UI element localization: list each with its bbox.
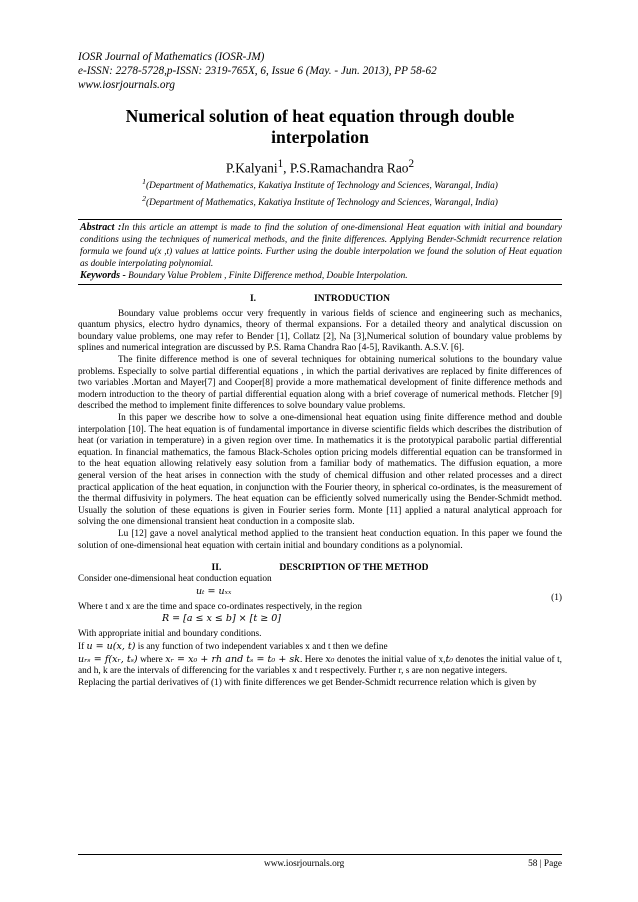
section-2-heading [78,562,562,574]
section-2-body [78,574,562,689]
text-line: With appropriate initial and boundary conditions. [78,629,262,640]
journal-header [78,50,562,92]
abstract [80,222,562,270]
text-line: Replacing the partial derivatives of (1) with finite differences we get Bender-Schmidt recurrence relation which is given by [78,677,537,688]
author-1: P.Kalyani [225,160,278,176]
text-line: Consider one-dimensional heat conduction equation [78,574,272,585]
author-separator: , [283,160,290,176]
section-1-number: I. [249,293,257,304]
journal-url[interactable]: www.iosrjournals.org [78,79,175,91]
equation-2: R = [a ≤ x ≤ b] × [t ≥ 0] [162,613,281,625]
author-2-sup: 2 [408,158,415,170]
section-1-heading [78,293,562,305]
inline-equation: uᵣₛ = f(xᵣ, tₛ) [78,653,138,665]
authors [78,156,562,176]
affiliation-2: $^2$(Department of Mathematics, Kakatiya Institute of Technology and Sciences, Warangal, India) [142,193,498,208]
journal-issn: e-ISSN: 2278-5728,p-ISSN: 2319-765X, 6, Issue 6 (May. - Jun. 2013), PP 58-62 [78,65,437,77]
text-line: uᵣₛ = f(xᵣ, tₛ) where xᵣ = x₀ + rh and tₛ = t₀ + sk. Here x₀ denotes the initial value of x,t₀ denotes the initial value of t, and h, k are the intervals of differencing for the variables x and t respectively. Further r, s are non negative integers. [78,653,562,677]
inline-equation: t₀ [445,653,454,665]
paragraph: Lu [12] gave a novel analytical method applied to the transient heat conduction equation. In this paper we found the solution of one-dimensional heat equation with certain initial and boundary conditions as a polynomial. [78,528,562,551]
text-line: Where t and x are the time and space co-ordinates respectively, in the region [78,601,362,612]
keywords-text: Boundary Value Problem , Finite Difference method, Double Interpolation. [125,270,408,281]
journal-name: IOSR Journal of Mathematics (IOSR-JM) [78,51,265,63]
author-1-sup: 1 [277,158,284,170]
section-1-title: INTRODUCTION [314,293,391,304]
section-2-title: DESCRIPTION OF THE METHOD [279,563,429,574]
page-number: 58 | Page [528,859,562,869]
section-2-number: II. [211,563,222,574]
footer-url[interactable]: www.iosrjournals.org [264,859,345,869]
abstract-box [78,219,562,285]
equation-1: uₜ = uₓₓ [196,585,232,597]
keywords [80,270,562,282]
equation-1-number: (1) [551,592,562,603]
equation-1-row [78,585,562,603]
inline-equation: xᵣ = x₀ + rh and tₛ = t₀ + sk [165,653,301,665]
page-content [78,50,562,689]
inline-equation: u = u(x, t) [86,640,136,652]
author-2: P.S.Ramachandra Rao [289,160,409,176]
equation-2-row [78,613,562,625]
text-line: If u = u(x, t) is any function of two independent variables x and t then we define [78,640,388,652]
keywords-label: Keywords - [80,269,126,281]
paper-title: Numerical solution of heat equation through double interpolation [125,106,515,147]
affiliation-1: $^1$(Department of Mathematics, Kakatiya Institute of Technology and Sciences, Warangal, India) [142,177,498,192]
paragraph: Boundary value problems occur very frequently in various fields of science and engineering such as mechanics, quantum physics, electro hydro dynamics, theory of thermal expansions. For a detailed theory and analytical discussion on boundary value problems, one may refer to Bender [1], Collatz [2], Na [3],Numerical solution of boundary value problems by splines and numerical integration are discussed by P.S. Rama Chandra Rao [4-5], Ravikanth. A.S.V. [6]. [78,308,562,354]
footer-divider [78,854,562,855]
inline-equation: x₀ [325,653,335,665]
paragraph: The finite difference method is one of several techniques for obtaining numerical solutions to the boundary value problems. Especially to solve partial differential equations , in which the partial derivatives are replaced by finite differences of two variables .Mortan and Mayer[7] and Cooper[8] provide a more mathematical development of finite difference methods and modern introduction to the theory of partial differential equation along with a brief coverage of numerical methods. Fletcher [9] described the method to implement finite differences to solve boundary value problems. [78,355,562,412]
abstract-label: Abstract : [80,221,122,233]
abstract-text: In this article an attempt is made to find the solution of one-dimensional Heat equation with initial and boundary conditions using the techniques of numerical methods, and the finite differences. Applying Bender-Schmidt recurrence relation formula we found u(x ,t) values at lattice points. Further using the double interpolation we found the solution of Heat equation as double interpolating polynomial. [80,222,563,269]
paragraph: In this paper we describe how to solve a one-dimensional heat equation using finite difference method and double interpolation [10]. The heat equation is of fundamental importance in diverse scientific fields which describes the distribution of heat (or variation in temperature) in a given region over time. In mathematics it is the prototypical parabolic partial differential equation. In financial mathematics, the famous Black-Scholes option pricing models differential equation can be transformed in to the heat equation allowing relatively easy solution from a familiar body of mathematics. The diffusion equation, a more general version of the heat arises in connection with the study of chemical diffusion and other related processes and a direct practical application of the heat equation, in conjunction with the Fourier theory, in spherical co-ordinates, is the measurement of the thermal diffusivity in polymers. The heat equation can be efficiently solved numerically using the Bender-Schmidt method. Usually the solution of these equations is given in Fourier series form. Monte [11] applied a natural analytical approach for solving the one dimensional transient heat conduction in a composite slab. [78,413,562,528]
section-1-body [78,309,562,552]
